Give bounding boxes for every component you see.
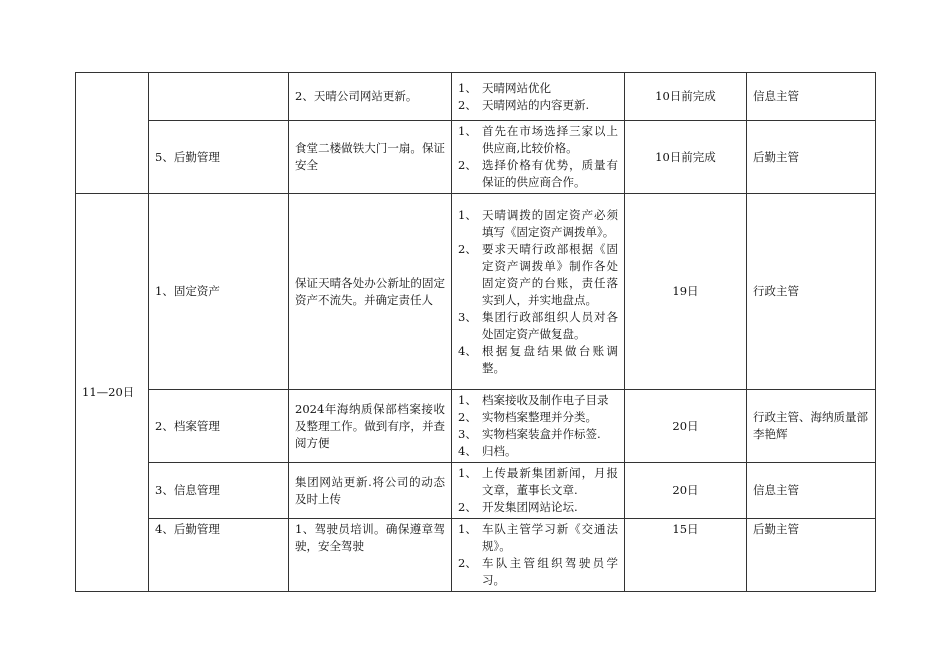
steps-cell: [452, 194, 625, 390]
table-row: [76, 519, 876, 592]
step-item: 4、 根据复盘结果做台账调整。: [458, 343, 618, 375]
item-cell: [149, 73, 289, 121]
steps-list: [458, 465, 618, 516]
steps-list: [458, 392, 618, 460]
step-item: 2、 实物档案整理并分类。: [458, 410, 597, 424]
steps-list: [458, 80, 618, 114]
steps-cell: [452, 463, 625, 519]
step-item: 2、 开发集团网站论坛.: [458, 500, 578, 514]
step-item: 4、 归档。: [458, 444, 517, 458]
owner-cell: 行政主管: [747, 194, 876, 390]
steps-cell: [452, 519, 625, 592]
step-item: 2、 天晴网站的内容更新.: [458, 97, 590, 112]
steps-list: [458, 521, 618, 589]
item-cell: 3、信息管理: [149, 463, 289, 519]
step-item: 1、 天晴调拨的固定资产必须填写《固定资产调拨单》。: [458, 207, 618, 239]
owner-cell: 后勤主管: [747, 519, 876, 592]
table-row: [76, 73, 876, 121]
owner-cell: 信息主管: [747, 73, 876, 121]
deadline-cell: 19日: [625, 194, 747, 390]
owner-cell: 行政主管、海纳质量部李艳辉: [747, 390, 876, 463]
steps-list: [458, 207, 618, 377]
steps-cell: [452, 73, 625, 121]
deadline-cell: 20日: [625, 390, 747, 463]
owner-cell: 后勤主管: [747, 121, 876, 194]
step-item: 1、 档案接收及制作电子目录: [458, 393, 609, 407]
table-row: [76, 121, 876, 194]
step-item: 2、 车队主管组织驾驶员学习。: [458, 556, 618, 587]
deadline-cell: 15日: [625, 519, 747, 592]
step-item: 1、 车队主管学习新《交通法规》。: [458, 522, 618, 553]
step-item: 1、 首先在市场选择三家以上供应商,比较价格。: [458, 124, 618, 155]
goal-cell: 2024年海纳质保部档案接收及整理工作。做到有序，并查阅方便: [289, 390, 452, 463]
goal-cell: 保证天晴各处办公新址的固定资产不流失。并确定责任人: [289, 194, 452, 390]
goal-cell: 集团网站更新.将公司的动态及时上传: [289, 463, 452, 519]
step-item: 3、 实物档案装盒并作标签.: [458, 427, 601, 441]
item-cell: 4、后勤管理: [149, 519, 289, 592]
steps-cell: [452, 121, 625, 194]
table-row: [76, 390, 876, 463]
item-cell: 2、档案管理: [149, 390, 289, 463]
owner-cell: 信息主管: [747, 463, 876, 519]
goal-cell: 食堂二楼做铁大门一扇。保证安全: [289, 121, 452, 194]
step-item: 1、 上传最新集团新闻，月报文章，董事长文章.: [458, 466, 618, 497]
item-cell: 1、固定资产: [149, 194, 289, 390]
table-row: [76, 194, 876, 390]
goal-cell: 1、驾驶员培训。确保遵章驾驶，安全驾驶: [289, 519, 452, 592]
deadline-cell: 10日前完成: [625, 73, 747, 121]
work-plan-table: [75, 72, 876, 592]
period-cell: [76, 73, 149, 194]
step-item: 3、 集团行政部组织人员对各处固定资产做复盘。: [458, 309, 618, 341]
step-item: 2、 要求天晴行政部根据《固定资产调拨单》制作各处固定资产的台账，责任落实到人，并实地盘点。: [458, 241, 618, 307]
deadline-cell: 20日: [625, 463, 747, 519]
deadline-cell: 10日前完成: [625, 121, 747, 194]
goal-cell: 2、天晴公司网站更新。: [289, 73, 452, 121]
period-cell: 11—20日: [76, 194, 149, 592]
step-item: 1、 天晴网站优化: [458, 80, 551, 95]
step-item: 2、 选择价格有优势，质量有保证的供应商合作。: [458, 158, 618, 189]
item-cell: 5、后勤管理: [149, 121, 289, 194]
table-row: [76, 463, 876, 519]
steps-list: [458, 123, 618, 191]
steps-cell: [452, 390, 625, 463]
